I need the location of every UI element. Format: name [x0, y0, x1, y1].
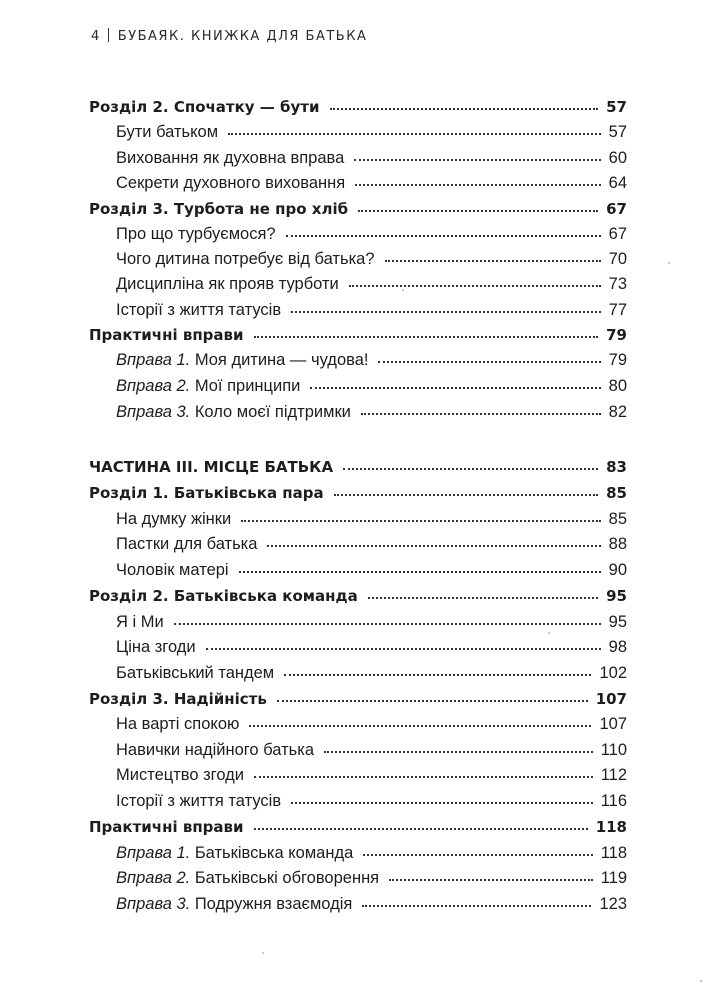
toc-subsection-entry — [116, 145, 627, 171]
toc-subsection-entry — [116, 609, 627, 635]
toc-section-entry — [89, 94, 627, 120]
dot-leader — [343, 467, 598, 470]
entry-title — [89, 322, 250, 348]
entry-page-number: 83 — [606, 458, 627, 476]
dot-leader — [277, 699, 588, 702]
dot-leader — [368, 596, 598, 599]
entry-title — [116, 271, 345, 297]
dot-leader — [354, 158, 600, 161]
entry-page-number: 67 — [608, 225, 627, 243]
entry-label: Батьківські обговорення — [194, 869, 380, 887]
dot-leader — [334, 493, 598, 496]
entry-title — [116, 145, 350, 171]
entry-label: Коло моєї підтримки — [194, 403, 351, 421]
dot-leader — [286, 234, 601, 237]
entry-title — [116, 221, 282, 247]
toc-subsection-entry — [116, 865, 627, 891]
entry-label: Про що турбуємося? — [116, 225, 276, 243]
toc-section-entry — [89, 196, 627, 222]
toc-section-entry — [89, 454, 627, 480]
entry-title — [116, 711, 245, 737]
paper-speck — [402, 289, 404, 291]
entry-label: Розділ 1. Батьківська пара — [89, 484, 324, 502]
entry-label: Ціна згоди — [116, 638, 196, 656]
entry-title — [116, 347, 374, 373]
entry-title — [116, 557, 235, 583]
entry-label: На думку жінки — [116, 510, 232, 528]
entry-title — [89, 94, 326, 120]
entry-title — [116, 506, 237, 532]
entry-title — [116, 246, 381, 272]
exercise-prefix: Вправа 3. — [116, 403, 191, 421]
entry-page-number: 98 — [608, 638, 627, 656]
exercise-prefix: Вправа 1. — [116, 351, 191, 369]
entry-label: Мистецтво згоди — [116, 766, 244, 784]
entry-label: Батьківська команда — [194, 844, 354, 862]
entry-label: Я і Ми — [116, 613, 164, 631]
entry-page-number: 119 — [600, 869, 627, 887]
entry-page-number: 85 — [608, 510, 627, 528]
entry-page-number: 123 — [599, 895, 627, 913]
entry-page-number: 112 — [600, 766, 627, 784]
entry-page-number: 79 — [606, 326, 627, 344]
entry-page-number: 116 — [600, 792, 627, 810]
entry-label: Чоловік матері — [116, 561, 229, 579]
dot-leader — [389, 878, 593, 881]
entry-page-number: 57 — [608, 123, 627, 141]
toc-section-entry — [89, 814, 627, 840]
entry-title — [89, 583, 364, 609]
entry-title — [116, 660, 280, 686]
entry-title — [116, 634, 202, 660]
entry-label: Секрети духовного виховання — [116, 174, 346, 192]
entry-label: Розділ 2. Спочатку — бути — [89, 98, 320, 116]
entry-title — [116, 788, 287, 814]
entry-page-number: 70 — [608, 250, 627, 268]
entry-title — [89, 454, 339, 480]
entry-label: Історії з життя татусів — [116, 792, 282, 810]
entry-label: На варті спокою — [116, 715, 240, 733]
toc-subsection-entry — [116, 170, 627, 196]
toc-section-entry — [89, 583, 627, 609]
entry-page-number: 60 — [608, 149, 627, 167]
book-title: БУБАЯК. КНИЖКА ДЛЯ БАТЬКА — [117, 29, 368, 44]
entry-page-number: 95 — [608, 613, 627, 631]
entry-label: Практичні вправи — [89, 818, 244, 836]
toc-subsection-entry — [116, 660, 627, 686]
entry-label: Бути батьком — [116, 123, 219, 141]
toc-section-entry — [89, 686, 627, 712]
toc-subsection-entry — [116, 506, 627, 532]
exercise-prefix: Вправа 2. — [116, 869, 191, 887]
entry-title — [116, 891, 358, 917]
dot-leader — [228, 132, 601, 135]
entry-page-number: 57 — [606, 98, 627, 116]
toc-subsection-entry — [116, 891, 627, 917]
entry-page-number: 118 — [600, 844, 627, 862]
entry-title — [116, 609, 170, 635]
entry-page-number: 77 — [608, 301, 627, 319]
exercise-prefix: Вправа 3. — [116, 895, 191, 913]
entry-title — [89, 814, 250, 840]
toc-section-entry — [89, 322, 627, 348]
dot-leader — [254, 775, 593, 778]
dot-leader — [358, 209, 598, 212]
entry-page-number: 88 — [608, 535, 627, 553]
entry-page-number: 79 — [608, 351, 627, 369]
dot-leader — [284, 673, 591, 676]
dot-leader — [362, 904, 591, 907]
exercise-prefix: Вправа 2. — [116, 377, 191, 395]
entry-page-number: 95 — [606, 587, 627, 605]
dot-leader — [349, 284, 601, 287]
entry-label: Практичні вправи — [89, 326, 244, 344]
dot-leader — [324, 750, 593, 753]
entry-title — [116, 119, 224, 145]
toc-subsection-entry — [116, 221, 627, 247]
entry-title — [116, 531, 263, 557]
entry-title — [116, 373, 306, 399]
entry-label: Батьківський тандем — [116, 664, 275, 682]
entry-page-number: 107 — [595, 690, 627, 708]
entry-page-number: 110 — [600, 741, 627, 759]
entry-label: Розділ 3. Турбота не про хліб — [89, 200, 349, 218]
dot-leader — [206, 647, 601, 650]
entry-page-number: 107 — [599, 715, 627, 733]
entry-page-number: 73 — [608, 275, 627, 293]
entry-title — [89, 196, 354, 222]
toc-subsection-entry — [116, 246, 627, 272]
dot-leader — [330, 107, 599, 110]
entry-label: Навички надійного батька — [116, 741, 314, 759]
paper-speck — [262, 952, 264, 954]
toc-subsection-entry — [116, 711, 627, 737]
dot-leader — [361, 412, 601, 415]
dot-leader — [174, 622, 601, 625]
entry-label: ЧАСТИНА III. МІСЦЕ БАТЬКА — [89, 458, 334, 476]
entry-label: Мої принципи — [194, 377, 301, 395]
dot-leader — [254, 827, 588, 830]
toc-subsection-entry — [116, 297, 627, 323]
entry-title — [116, 399, 357, 425]
dot-leader — [385, 259, 601, 262]
dot-leader — [267, 544, 600, 547]
entry-page-number: 90 — [608, 561, 627, 579]
dot-leader — [249, 724, 591, 727]
entry-label: Історії з життя татусів — [116, 301, 282, 319]
entry-label: Подружня взаємодія — [194, 895, 353, 913]
toc-subsection-entry — [116, 373, 627, 399]
paper-speck — [668, 262, 670, 264]
entry-title — [89, 686, 273, 712]
exercise-prefix: Вправа 1. — [116, 844, 191, 862]
entry-title — [116, 170, 351, 196]
entry-page-number: 80 — [608, 377, 627, 395]
entry-label: Пастки для батька — [116, 535, 258, 553]
entry-title — [89, 480, 330, 506]
toc-subsection-entry — [116, 531, 627, 557]
toc-subsection-entry — [116, 347, 627, 373]
toc-subsection-entry — [116, 762, 627, 788]
entry-page-number: 85 — [606, 484, 627, 502]
dot-leader — [254, 335, 599, 338]
entry-title — [116, 865, 385, 891]
dot-leader — [355, 183, 600, 186]
toc-section-entry — [89, 480, 627, 506]
toc-subsection-entry — [116, 399, 627, 425]
toc-subsection-entry — [116, 840, 627, 866]
paper-speck — [548, 632, 550, 634]
entry-title — [116, 762, 250, 788]
entry-title — [116, 737, 320, 763]
entry-title — [116, 297, 287, 323]
toc-subsection-entry — [116, 119, 627, 145]
dot-leader — [239, 570, 601, 573]
page-number: 4 — [91, 29, 101, 44]
toc-subsection-entry — [116, 557, 627, 583]
dot-leader — [241, 519, 600, 522]
dot-leader — [310, 386, 600, 389]
entry-title — [116, 840, 359, 866]
entry-label: Розділ 3. Надійність — [89, 690, 267, 708]
dot-leader — [378, 360, 600, 363]
toc-subsection-entry — [116, 737, 627, 763]
entry-label: Розділ 2. Батьківська команда — [89, 587, 358, 605]
entry-page-number: 67 — [606, 200, 627, 218]
entry-label: Моя дитина — чудова! — [194, 351, 369, 369]
entry-label: Чого дитина потребує від батька? — [116, 250, 375, 268]
toc-subsection-entry — [116, 634, 627, 660]
dot-leader — [363, 853, 592, 856]
entry-page-number: 64 — [608, 174, 627, 192]
toc-subsection-entry — [116, 271, 627, 297]
entry-page-number: 102 — [599, 664, 627, 682]
dot-leader — [291, 310, 601, 313]
entry-label: Виховання як духовна вправа — [116, 149, 345, 167]
dot-leader — [291, 801, 593, 804]
paper-speck — [700, 980, 702, 982]
entry-page-number: 118 — [595, 818, 627, 836]
entry-page-number: 82 — [608, 403, 627, 421]
entry-label: Дисципліна як прояв турботи — [116, 275, 339, 293]
toc-subsection-entry — [116, 788, 627, 814]
